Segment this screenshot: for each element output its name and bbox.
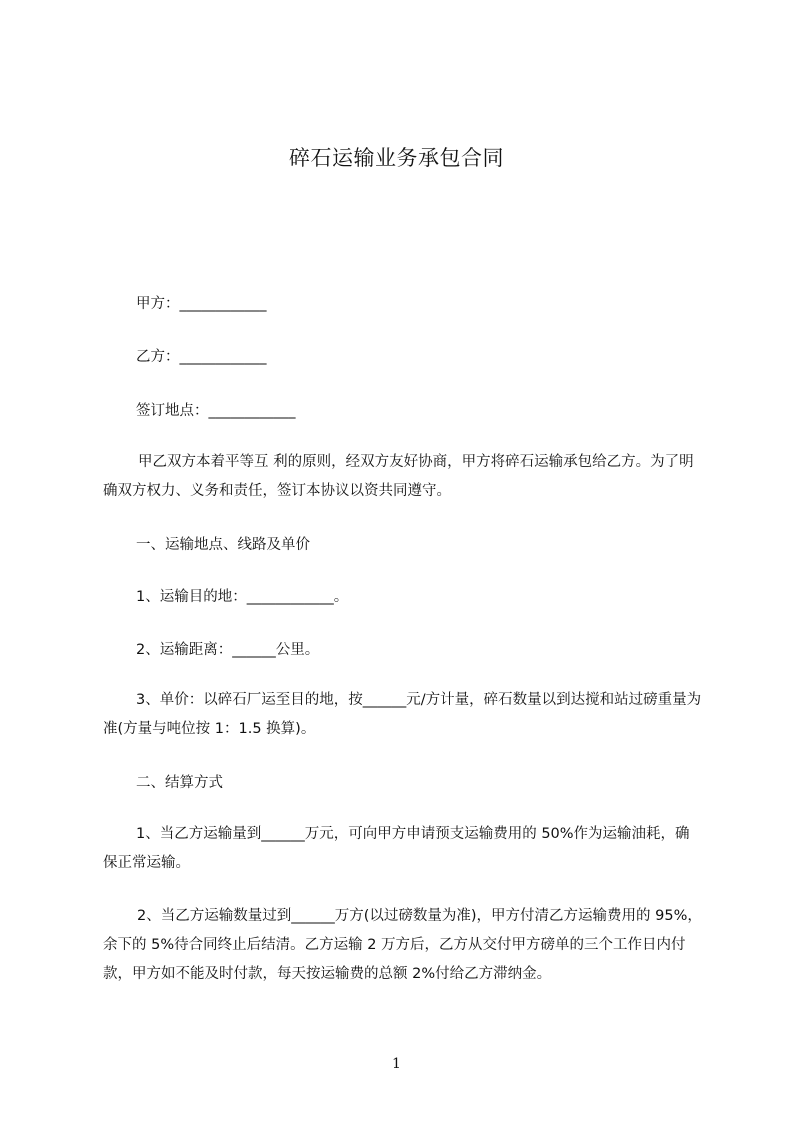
party-b-line: 乙方：____________ (136, 349, 267, 365)
intro-paragraph: 甲乙双方本着平等互 利的原则，经双方友好协商，甲方将碎石运输承包给乙方。为了明确双方权力、义务和责任，签订本协议以资共同遵守。 (103, 454, 694, 499)
page-number: 1 (392, 1056, 401, 1072)
document-title: 碎石运输业务承包合同 (289, 146, 504, 170)
section-1-item-2: 2、运输距离：______公里。 (136, 642, 320, 658)
section-2-item-1: 1、当乙方运输量到______万元，可向甲方申请预支运输费用的 50%作为运输油耗，确保正常运输。 (103, 826, 690, 871)
signing-place-line: 签订地点：____________ (136, 403, 296, 419)
section-2-item-2: 2、当乙方运输数量过到______万方(以过磅数量为准)，甲方付清乙方运输费用的 95%，余下的 5%待合同终止后结清。乙方运输 2 万方后，乙方从交付甲方磅单的三个工作日内付款，甲方如不能及时付款，每天按运输费的总额 2%付给乙方滞纳金。 (103, 908, 702, 982)
section-1-heading: 一、运输地点、线路及单价 (136, 537, 310, 553)
section-2-heading: 二、结算方式 (136, 775, 223, 791)
section-1-item-1: 1、运输目的地：____________。 (136, 589, 349, 605)
party-a-line: 甲方：____________ (136, 296, 267, 312)
section-1-item-3: 3、单价：以碎石厂运至目的地，按______元/方计量，碎石数量以到达搅和站过磅重量为准(方量与吨位按 1：1.5 换算)。 (103, 692, 702, 737)
